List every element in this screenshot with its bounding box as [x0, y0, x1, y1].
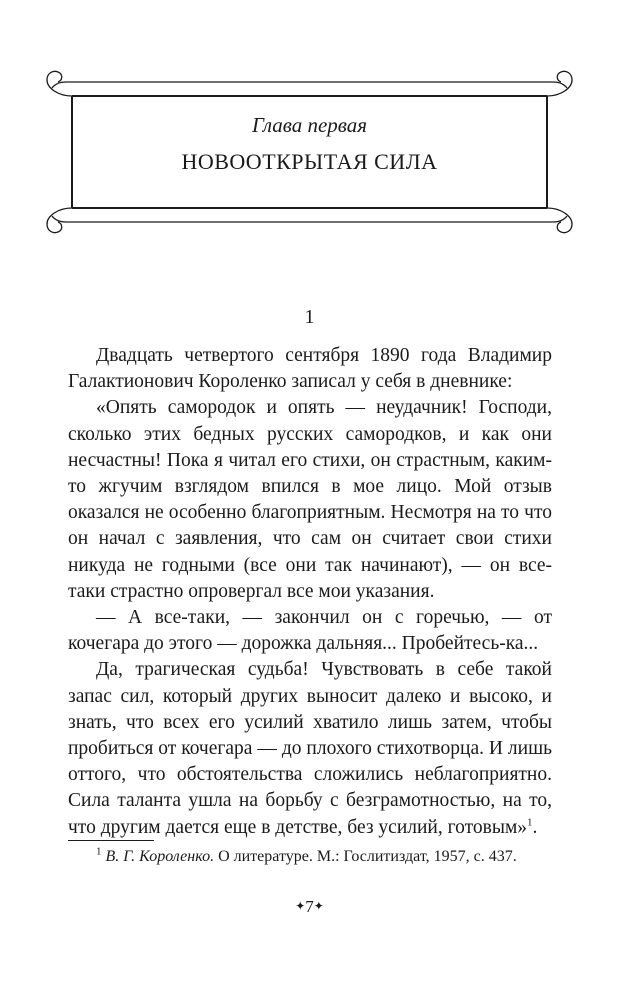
- paragraph-text: Да, трагическая судьба! Чувствовать в себе такой запас сил, который других выносит далеко и высоко, и знать, что всех его усилий хватило лишь затем, чтобы пробиться от кочегара — до плохого стихотворца. И лишь оттого, что обстоятельства сложились неблагоприятно. Сила таланта ушла на борьбу с безграмотностью, на то, что другим дается еще в детстве, без усилий, готовым»: [68, 659, 552, 838]
- left-ornament-icon: ✦: [295, 899, 306, 913]
- footnote-reference[interactable]: 1: [527, 816, 533, 829]
- chapter-title: НОВООТКРЫТАЯ СИЛА: [181, 149, 438, 174]
- paragraph: Двадцать четвертого сентября 1890 года Владимир Галактионович Короленко записал у себя в дневнике:: [68, 345, 552, 393]
- page-number-value: 7: [305, 897, 314, 916]
- chapter-label: Глава первая: [251, 113, 368, 137]
- paragraph: — А все-таки, — закончил он с горечью, — от кочегара до этого — дорожка дальняя... Пробейтесь-ка...: [68, 607, 552, 655]
- footnote-text: О литературе. М.: Гослитиздат, 1957, с. 437.: [218, 848, 517, 865]
- right-ornament-icon: ✦: [313, 899, 324, 913]
- paragraph: «Опять самородок и опять — неудачник! Господи, сколько этих бедных русских самородков, и как они несчастны! Пока я читал его стихи, он страстным, каким-то жгучим взглядом впился в мое лицо. Мой отзыв оказался не особенно благоприятным. Несмотря на то что он начал с заявления, что сам он считает свои стихи никуда не годными (все они так начинают), — он все-таки страстно опровергал все мои указания.: [68, 397, 552, 602]
- footnote-author: В. Г. Короленко.: [105, 848, 215, 865]
- body-text: [68, 343, 552, 841]
- section-number: 1: [304, 306, 315, 328]
- footnote-marker: 1: [96, 845, 102, 858]
- page-number: [0, 897, 619, 917]
- footnote: [68, 846, 552, 868]
- footnote-divider: [68, 840, 154, 841]
- paragraph: Да, трагическая судьба! Чувствовать в себе такой запас сил, который других выносит далеко и высоко, и знать, что всех его усилий хватило лишь затем, чтобы пробиться от кочегара — до плохого стихотворца. И лишь оттого, что обстоятельства сложились неблагоприятно. Сила таланта ушла на борьбу с безграмотностью, на то, что другим дается еще в детстве, без усилий, готовым»$^1$.: [68, 659, 552, 838]
